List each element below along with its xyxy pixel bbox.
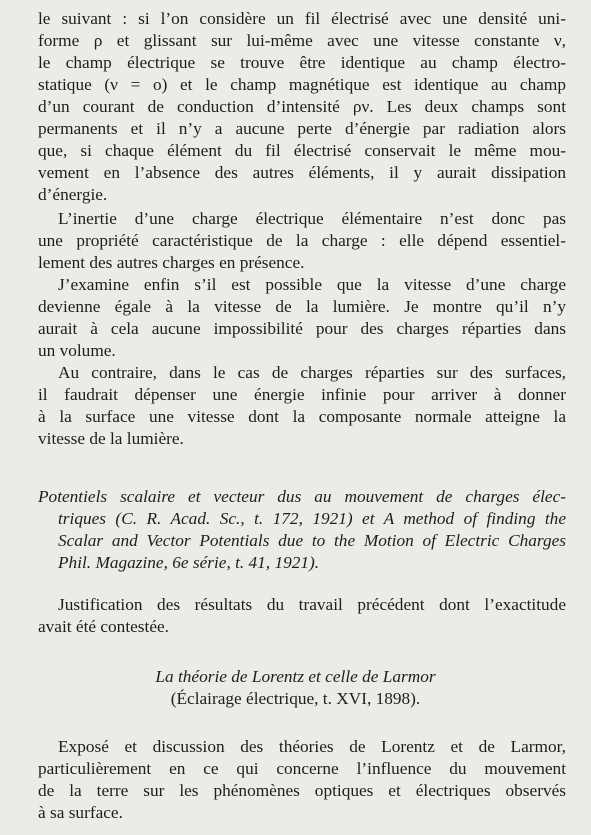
paragraph-line: lement des autres charges en présence. [38,253,305,272]
paragraph-line: le champ électrique se trouve être identique au champ électro- [38,53,566,72]
paragraph-line: particulièrement en ce qui concerne l’influence du mouvement [38,759,566,778]
reference-line: Scalar and Vector Potentials due to the Motion of Electric Charges [58,531,566,550]
paragraph-line: avait été contestée. [38,617,169,636]
paragraph-line: un volume. [38,341,116,360]
paragraph-line: que, si chaque élément du fil électrisé conservait le même mou- [38,141,566,160]
reference-source: (Éclairage électrique, t. XVI, 1898). [170,689,421,708]
paragraph-line: d’un courant de conduction d’intensité ρν. Les deux champs sont [38,97,566,116]
paragraph-line: aurait à cela aucune impossibilité pour des charges réparties dans [38,319,566,338]
paragraph-line: permanents et il n’y a aucune perte d’énergie par radiation alors [38,119,566,138]
paragraph-line: vement en l’absence des autres éléments, il y aurait dissipation [38,163,566,182]
paragraph-line: L’inertie d’une charge électrique élémentaire n’est donc pas [58,209,566,228]
paragraph-line: Au contraire, dans le cas de charges réparties sur des surfaces, [58,363,566,382]
paragraph-line: Justification des résultats du travail précédent dont l’exactitude [58,595,566,614]
reference-line: triques (C. R. Acad. Sc., t. 172, 1921) et A method of finding the [58,509,566,528]
paragraph-line: statique (ν = o) et le champ magnétique est identique au champ [38,75,566,94]
paragraph-line: Exposé et discussion des théories de Lorentz et de Larmor, [58,737,566,756]
paragraph-line: vitesse de la lumière. [38,429,184,448]
paragraph-line: de la terre sur les phénomènes optiques et électriques observés [38,781,566,800]
reference-title: La théorie de Lorentz et celle de Larmor [155,667,436,686]
reference-line: Phil. Magazine, 6e série, t. 41, 1921). [58,553,320,572]
paragraph-line: une propriété caractéristique de la charge : elle dépend essentiel- [38,231,566,250]
paragraph-line: devienne égale à la vitesse de la lumière. Je montre qu’il n’y [38,297,566,316]
paragraph-line: le suivant : si l’on considère un fil électrisé avec une densité uni- [38,9,566,28]
paragraph-line: il faudrait dépenser une énergie infinie pour arriver à donner [38,385,566,404]
paragraph-line: forme ρ et glissant sur lui-même avec une vitesse constante ν, [38,31,566,50]
paragraph-line: à sa surface. [38,803,123,822]
paragraph-line: d’énergie. [38,185,108,204]
paragraph-line: J’examine enfin s’il est possible que la vitesse d’une charge [58,275,566,294]
reference-line: Potentiels scalaire et vecteur dus au mouvement de charges élec- [38,487,566,506]
paragraph-line: à la surface une vitesse dont la composante normale atteigne la [38,407,566,426]
